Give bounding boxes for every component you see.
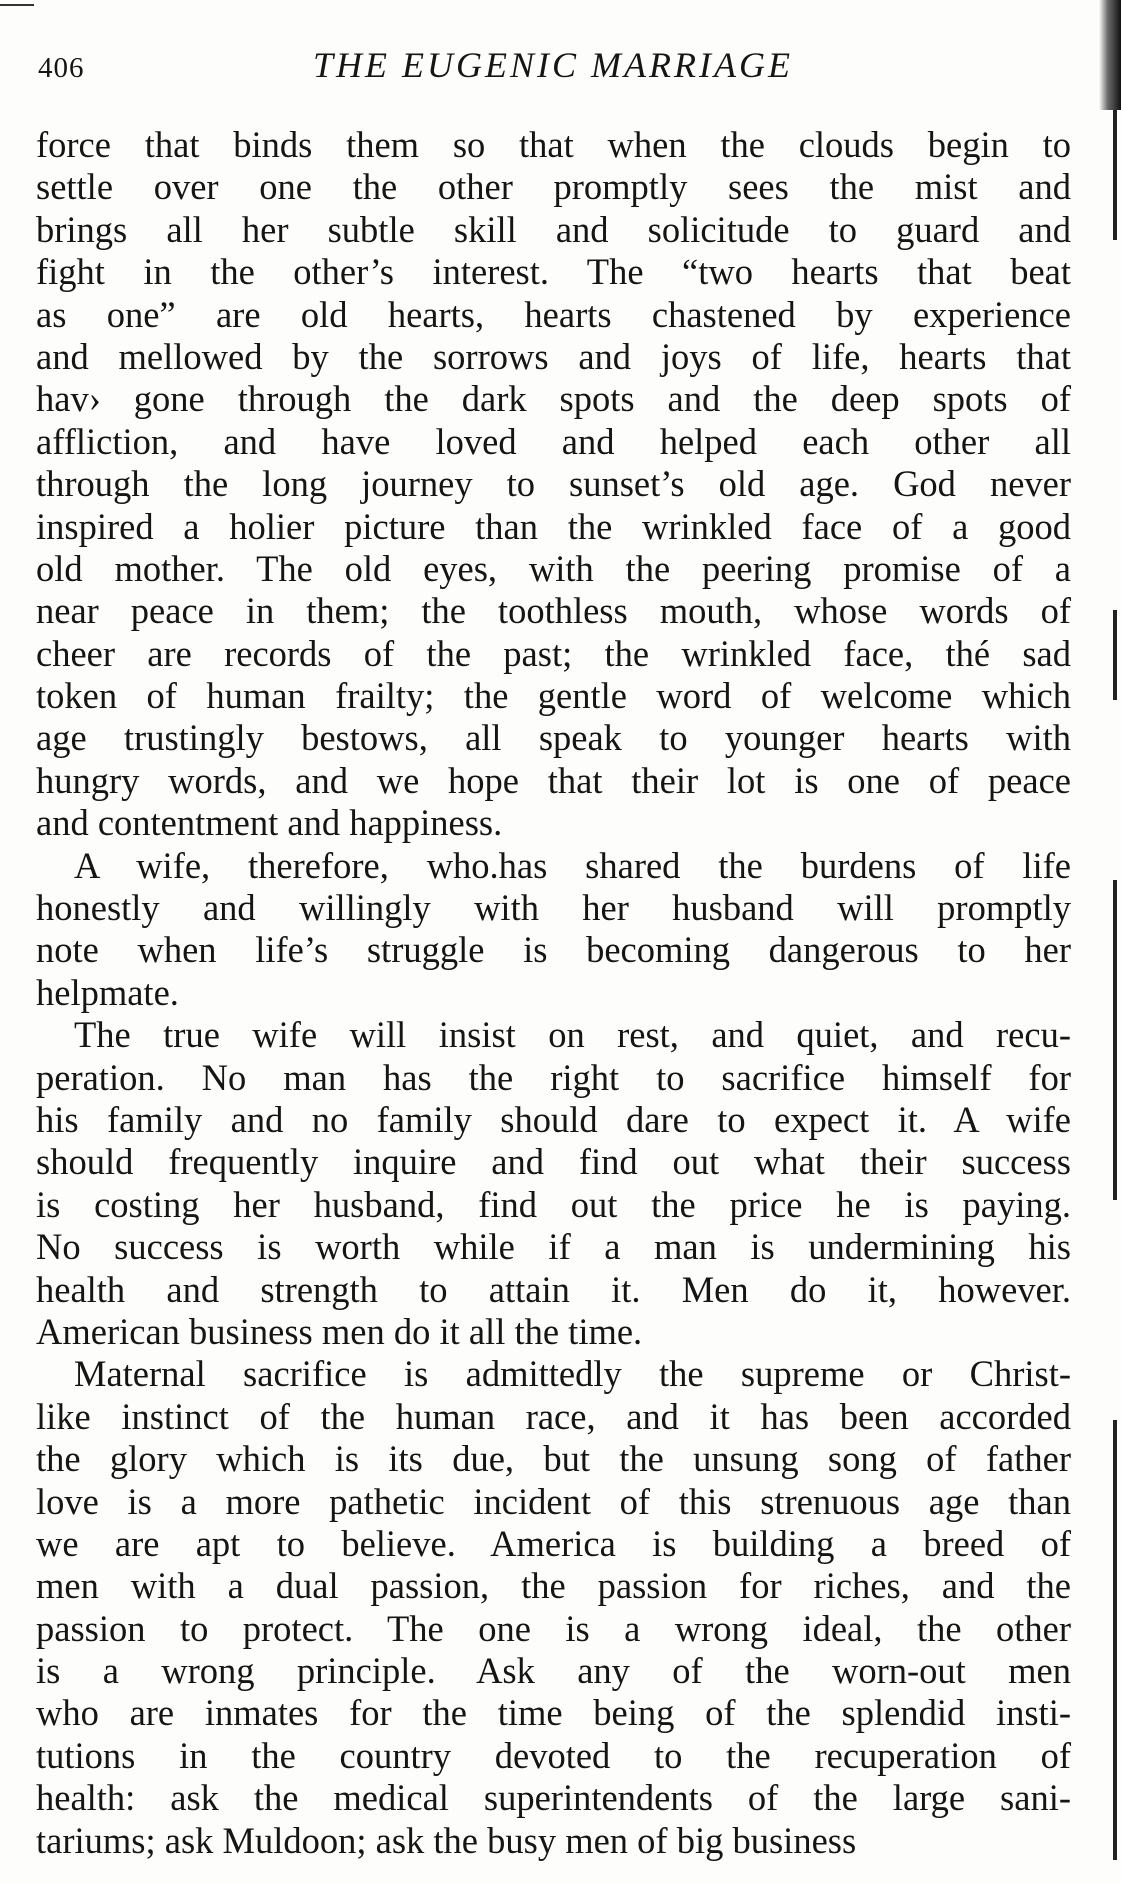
text-line: peration. No man has the right to sacrifice himself for — [36, 1056, 1071, 1098]
text-line: should frequently inquire and find out what their success — [36, 1141, 1071, 1183]
text-line: as one” are old hearts, hearts chastened by experience — [36, 293, 1071, 335]
text-line: like instinct of the human race, and it has been accorded — [36, 1395, 1071, 1437]
text-line: honestly and willingly with her husband will promptly — [36, 887, 1071, 929]
text-line: cheer are records of the past; the wrinkled face, thé sad — [36, 632, 1071, 674]
spine-mark — [1113, 880, 1117, 1200]
text-line: hungry words, and we hope that their lot is one of peace — [36, 759, 1071, 801]
text-line: through the long journey to sunset’s old age. God never — [36, 463, 1071, 505]
text-line: we are apt to believe. America is building a breed of — [36, 1522, 1071, 1564]
text-line: hav› gone through the dark spots and the deep spots of — [36, 378, 1071, 420]
text-line: affliction, and have loved and helped each other all — [36, 420, 1071, 462]
text-line: No success is worth while if a man is undermining his — [36, 1226, 1071, 1268]
text-line: his family and no family should dare to expect it. A wife — [36, 1098, 1071, 1140]
text-line: health: ask the medical superintendents of the large sani- — [36, 1777, 1071, 1819]
text-line: and mellowed by the sorrows and joys of life, hearts that — [36, 335, 1071, 377]
text-line: brings all her subtle skill and solicitude to guard and — [36, 208, 1071, 250]
text-line: near peace in them; the toothless mouth, whose words of — [36, 590, 1071, 632]
text-line: inspired a holier picture than the wrinkled face of a good — [36, 505, 1071, 547]
text-line: helpmate. — [36, 971, 179, 1013]
book-title: THE EUGENIC MARRIAGE — [313, 45, 793, 85]
text-line: token of human frailty; the gentle word of welcome which — [36, 675, 1071, 717]
text-line: Maternal sacrifice is admittedly the supreme or Christ- — [74, 1353, 1071, 1395]
scan-artifact-rule — [0, 4, 34, 6]
text-line: is costing her husband, find out the price he is paying. — [36, 1183, 1071, 1225]
text-line: A wife, therefore, who.has shared the burdens of life — [74, 844, 1071, 886]
scan-edge-shadow — [1099, 0, 1121, 110]
text-line: fight in the other’s interest. The “two hearts that beat — [36, 251, 1071, 293]
spine-mark — [1113, 1420, 1117, 1860]
text-line: age trustingly bestows, all speak to younger hearts with — [36, 717, 1071, 759]
paragraph — [36, 124, 1071, 845]
text-line: old mother. The old eyes, with the peering promise of a — [36, 547, 1071, 589]
text-line: love is a more pathetic incident of this strenuous age than — [36, 1480, 1071, 1522]
paragraph — [36, 1353, 1071, 1862]
text-line: American business men do it all the time. — [36, 1310, 643, 1352]
paragraph — [36, 845, 1071, 1015]
text-line: who are inmates for the time being of the splendid insti- — [36, 1692, 1071, 1734]
spine-mark — [1113, 110, 1117, 240]
text-line: The true wife will insist on rest, and quiet, and recu- — [74, 1014, 1071, 1056]
text-line: and contentment and happiness. — [36, 802, 503, 844]
page-number: 406 — [38, 52, 85, 84]
text-line: is a wrong principle. Ask any of the worn-out men — [36, 1650, 1071, 1692]
spine-mark — [1113, 610, 1117, 700]
text-line: health and strength to attain it. Men do it, however. — [36, 1268, 1071, 1310]
text-line: note when life’s struggle is becoming dangerous to her — [36, 929, 1071, 971]
text-line: tariums; ask Muldoon; ask the busy men of big business — [36, 1819, 857, 1861]
running-head — [38, 44, 1068, 94]
text-line: force that binds them so that when the clouds begin to — [36, 124, 1071, 165]
text-line: passion to protect. The one is a wrong ideal, the other — [36, 1607, 1071, 1649]
text-line: men with a dual passion, the passion for riches, and the — [36, 1565, 1071, 1607]
body-text — [36, 124, 1071, 1862]
text-line: settle over one the other promptly sees the mist and — [36, 166, 1071, 208]
text-line: tutions in the country devoted to the recuperation of — [36, 1734, 1071, 1776]
text-line: the glory which is its due, but the unsung song of father — [36, 1438, 1071, 1480]
paragraph — [36, 1014, 1071, 1353]
